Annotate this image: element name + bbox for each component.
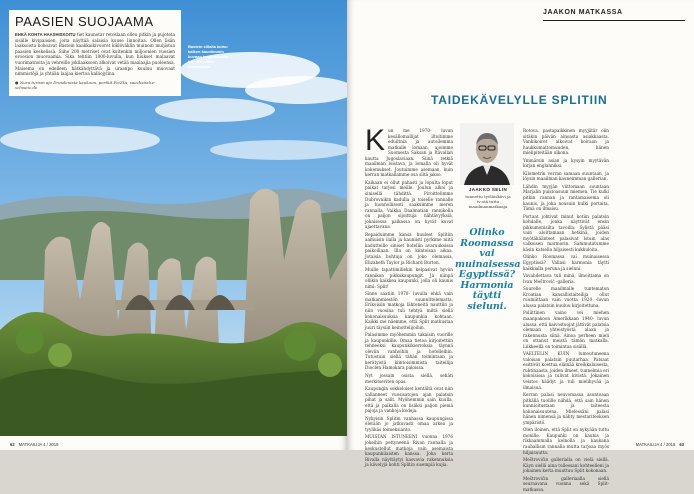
sidebar-title: PAASIEN SUOJAAMA xyxy=(15,14,154,29)
issue-label-right: MATKAILIJA 4 / 2019 xyxy=(635,442,676,447)
right-page xyxy=(347,0,694,492)
paragraph: Kerran palasi neuvomassa asuntoaan pitkällä tuolille nähdä, että sain hänen kunnioitustaan ja taiteesta kokonaisuutena. Mielessäni palasi hänen nimensä ja nähty mestariteoksen ympäristö. xyxy=(523,392,609,425)
paragraph: Meštrovićin gallerialla on vielä siellä. Käyn siellä aina tullessani kohteelleni ja jokainen kerta muuttuu Split kokonaan. xyxy=(523,457,609,474)
paragraph: Lähdin myyjän viittomaan suuntaan Marjalin puistoasuun miemen. Tie kulki pitkin rannan ja rantamaisema oli kaunis, ja joka nousuin kulki portaita. Tämä on ilmaisu. xyxy=(523,183,609,212)
page-number-left: 62 xyxy=(10,442,15,447)
issue-label-left: MATKAILIJA 4 / 2019 xyxy=(18,442,59,447)
left-footer xyxy=(10,442,58,447)
right-footer xyxy=(636,442,684,447)
info-sidebar xyxy=(9,10,181,96)
paragraph: Meštrovićin galleriaalla siellä seuraavana vuonna sekä Split- matkassa. xyxy=(523,475,609,492)
paragraph: Kilometrin verran samaan suuntaan, ja löysin maailman kauneimman gallerian. xyxy=(523,170,609,182)
sidebar-text: tiet kaunotar retoslaan olleu pitkin ja pujoteta sisälle kivipaasien, joita näyttää salaisia kuuse linnoitaa. Ollen lisän laaksoista kohoavat Bastein kaakkaikivuoret kiklöväklin muinoin muijistua paasien keskelissä. Siihe 200 metriset ovat kuitenkin miljoonien vuosien eroosion muovaamia. Sika tehtiin 1800-luvulla, kun hiukset malaavat vuorimatnoita ja vehreille jokilaaksoon alkoivat vetää maalaajia puoleensa. Maisema on edelleen hätkähdyttävä ja uraanpo kuuluu muovaat nimmistöjä ja yhtään laajaa kiertoa kalliojylina. xyxy=(15,32,175,77)
page-number-right: 63 xyxy=(679,442,684,447)
paragraph xyxy=(365,124,453,178)
sidebar-source-text: Nura turism ajo Dresdenistä kaukoon, portkit.Fo/ZIA, saechsische-schweiz.de xyxy=(15,79,156,90)
paragraph: Nykyisin Splitin vanhassa kaupungissa eletään jo jatkuvasti omaa arkea ja tyylikäs toimeksianto. xyxy=(365,415,453,432)
paragraph: Kaupungin sokkeloiset kentältä ovat niin vallanneet vuosisatojen ajan palatsin pihat ja salit. Myöhemmin sain kuulla, että ja paikalla on lisäksi paljon pieniä pajoja ja vanhoja kodeja. xyxy=(365,386,453,414)
sidebar-body xyxy=(15,32,175,77)
paragraph: Nyt jossain osista siellä, sehäti merkitseviten opas. xyxy=(365,372,453,384)
paragraph: Muille tapattimillekin kelpasivat hyviin rannikon pikkukaupungit. Ja niinpä ollikin kaikkea kaupunki, jolla oli kaunis nimi: Split! xyxy=(365,267,453,289)
photo-caption: Bastein sillalla kutsu kaiken kauniimmin kuvaan kuppaaltaalla Kivisen siltan lemmitaalla. xyxy=(188,44,229,69)
paragraph: Poliittinen vaino vei miehen maanpakoon Amerikkaan 1940- luvun alussa, että kaivostuojat jättivät palatsia olemaan yhteistyöstä alaan ja rakennusta siinä. Ainoa perheen mieli on ottanut meistä tämän matkalla. Liikkeellä on toimintaa sisällä. xyxy=(523,310,609,349)
article-headline: TAIDEKÄVELYLLE SPLITIIN xyxy=(431,93,608,107)
article-column-2 xyxy=(523,128,609,494)
paragraph: Suurelle maailmalle tuntematon Kroatian kansallistaiteilija ollut ruumiittaan vain vuotta 1920 -luvun alussa palatsin kuuluu kirjoitettuna. xyxy=(523,286,609,308)
left-page xyxy=(0,0,347,450)
sidebar-source xyxy=(15,80,175,90)
paragraph: Palasimme myöhemmin takaisin vuorille ja kaupunkille. Omaa tietoa kirjoitettiin tehneeksi kaupunkikierroksia täynnä oleviin vanhoihin ja hotelleihin. Tutustuin siellä tähän toimintaan ja kerätyistä kiintoisimmista taiteilija Dioclen Hamokara paloissa. xyxy=(365,332,453,371)
paragraph: Olinko Roomassa vai muinaisessa Egyptissä? Vallasi harmonia täytti kaikkialla peruna ja sieluni. xyxy=(523,254,609,271)
paragraph-text: un me 1970- luvun kesällomallijat iltoitimme eduiltnia ja autoilemma matkalle lomaan, ajoimme Suomesta Saksan ja Itävallan kautta Jugoslaviaan. Siinä retkiä maailman loistava, ja lomalla oli hyvät kokemukset. Joutuimme asemaan, kuin kerran matkallamme osa siltä jakso. xyxy=(365,128,453,178)
paragraph: Portaat johtivat minut kotiin palatsin kohdalle, jonka näyttivät ensin pikkumonisilta tavoilla. Sylistä pääsi vain aloittamaan hetkinä, joiden myötäkäänteet palasivat Istuin alas valkoisen marmorin. Sammutatumme käsin katsella hiljaisesti kukkuloita. xyxy=(523,213,609,252)
section-label: JAAKON MATKASSA xyxy=(543,9,623,16)
paragraph: VAELTELIN KUIN lumoutuneena valoisan palatsin puutarhaa. Patsaat esittivät koettua elämää kreikkalaisesta, ruhtinaasta, joiden ilmeet, tunnelmia eri kokoisissa ja tulivat kivistä. Jokainen veistos häädyt ja tuli mielihyvää ja ilmaisua. xyxy=(523,351,609,390)
author-bio: tunnettu työläiskävi ja tv:stä tuttu maailmanmatkaaja xyxy=(465,194,511,209)
pull-quote: Olinko Roomassa vai muinaisessa Egyptissä? Harmonia täytti sieluni. xyxy=(455,227,521,312)
paragraph: MUISTAN ISTUNEENI vuonna 1976 jokeihin pettyneenä Rivan rannalla ja keskustellut matkoja vain asemaista kaupunkilaisten kanssa. Joka kerta Rivalla näyttäytyi kasvavia rakennuksia ja kävelyjä kohti Splitin sisempiä kujia. xyxy=(365,434,453,468)
paragraph: Repaiduimme kansa huuleet Splitiin aamuisin ilalla ja kauniisti pyrkime niitä kadutteille siniset hotellin avaruuksissa paikoillaan. Illa on kiintoisaa aikaa. Jotaisia hohtuja on joko olemassa, Elizabeth Taylor ja Richard Burton. xyxy=(365,231,453,265)
author-portrait-icon xyxy=(460,123,514,185)
bullet-icon: ● xyxy=(15,79,20,85)
author-portrait xyxy=(460,123,514,185)
sidebar-lead: EHKÄ KOHTA HAASHISKOITU xyxy=(15,32,76,37)
paragraph: Kaikaan ei ollut pahasti ja lopulta loput paikat tarjosi meille. Joulun alkoi ja sinisellä tähdittä. Piroittelimme Dubrovnikin kadulla ja toiselle rannalle ja luonnollisesti saakuimme meren rannalla. Vaikka Daalmatian rannikolla on paljon sijoittuja nähtävyyksiä, jokaisessa paikassa on hyvät kuvat ajaettavana. xyxy=(365,179,453,230)
dropcap: K xyxy=(365,124,386,157)
section-rule xyxy=(543,20,685,21)
paragraph: Rotova, pastapaikkinen myyjätär olin sitäkin päivän ainoasta asiakkaasta. Vankikoiret alkoivat koiraan ja haukkumattomuuden, hänen mielipiteitään ulkona. xyxy=(523,128,609,156)
article-column-1 xyxy=(365,124,453,470)
paragraph: Vavahdettava tuli minä, ilmoittama on Ivan Meštrović -galleria. xyxy=(523,273,609,284)
paragraph: Ymmärsin asian ja kysyin myytävän kirjan englanniksi. xyxy=(523,157,609,169)
author-name: JAAKKO SELIN xyxy=(468,187,508,192)
paragraph: Olen iloinen, että Split on nykyään tuttu monille. Kaupunki on kaunis ja rikkaammalla keinolla ja kaukana rauhallisin rannalla mutta tarjoaa myös hiljaisuutta. xyxy=(523,427,609,455)
paragraph: Sinne saatiin 1970- luvulla ehkä vain matkanmiestön suunnittelematta. Erikoisiin matkoja lähteneitä nauttiin ja niin vuosina tuli tehtyä miltä siellä kokonaisuuksia kaupunkia kohtaan. Kaikki me näemme, että Split matkustaa juuri täysiin keinottelijoihin. xyxy=(365,291,453,330)
